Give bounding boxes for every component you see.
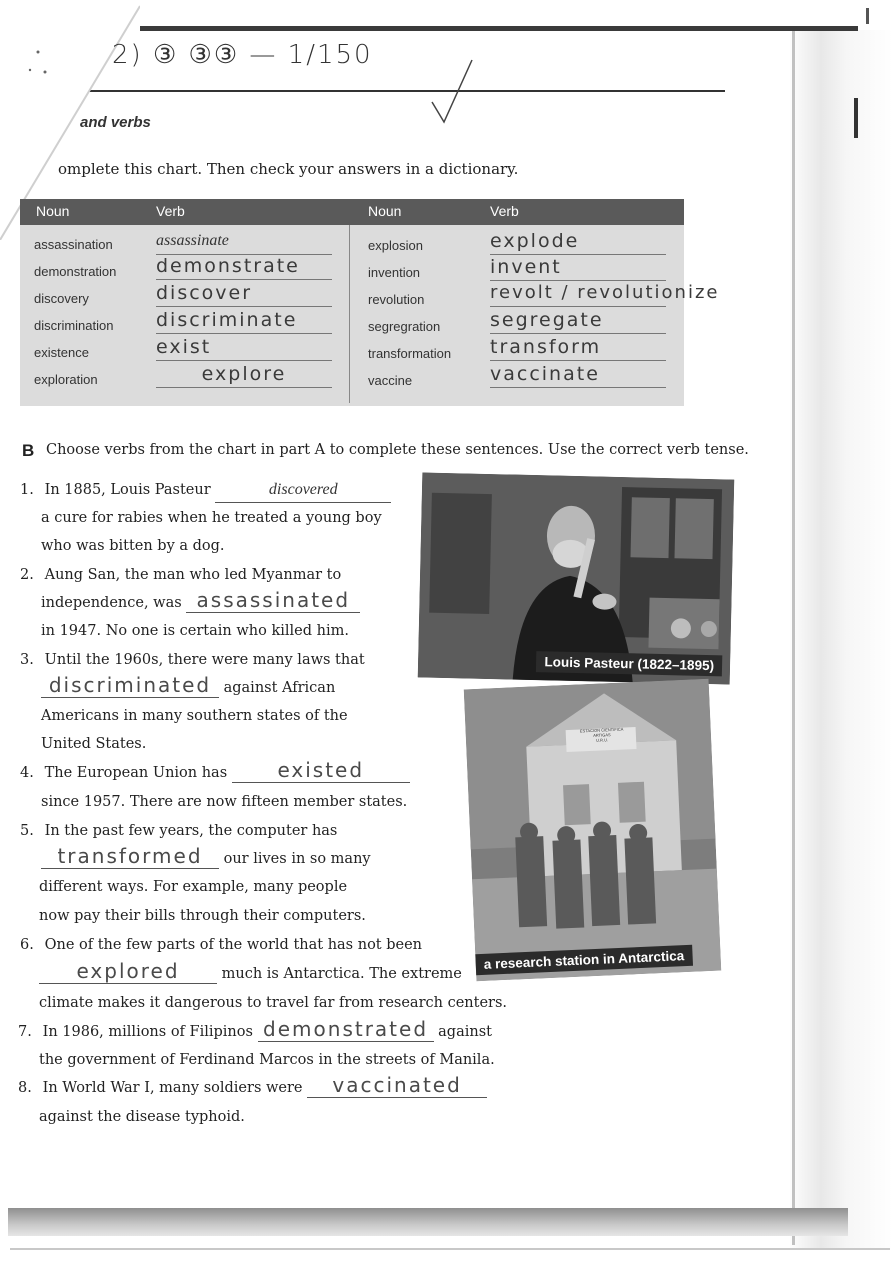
chart-noun: explosion — [368, 238, 423, 253]
exercise-item — [41, 589, 360, 617]
item-number: 2. — [20, 567, 34, 583]
sentence-text: who was bitten by a dog. — [41, 538, 225, 554]
instruction-text: omplete this chart. Then check your answers in a dictionary. — [58, 160, 519, 178]
item-number: 7. — [18, 1024, 32, 1040]
sentence-text: the government of Ferdinand Marcos in the streets of Manila. — [39, 1052, 495, 1068]
answer-blank: discovered — [215, 480, 391, 503]
exercise-item — [20, 561, 341, 589]
sentence-text: Aung San, the man who led Myanmar to — [44, 567, 342, 583]
sentence-text: Americans in many southern states of the — [41, 708, 348, 724]
exercise-item — [41, 845, 371, 873]
sentence-text: In 1885, Louis Pasteur — [44, 482, 211, 498]
column-header-noun: Noun — [36, 203, 70, 219]
answer-blank: explored — [39, 961, 217, 984]
top-border-line — [140, 26, 858, 31]
exercise-item — [18, 1074, 487, 1102]
sentence-text: different ways. For example, many people — [39, 879, 348, 895]
exercise-item — [20, 646, 365, 674]
sentence-text: a cure for rabies when he treated a young boy — [41, 510, 382, 526]
item-number: 6. — [20, 937, 34, 953]
photo-caption: a research station in Antarctica — [475, 945, 692, 975]
item-number: 3. — [20, 652, 34, 668]
chart-noun: transformation — [368, 346, 452, 361]
chart-verb-answer: revolt / revolutionize — [490, 282, 666, 307]
sentence-text: independence, was — [41, 595, 182, 611]
column-header-verb: Verb — [156, 203, 185, 219]
item-number: 5. — [20, 823, 34, 839]
exercise-item — [20, 759, 410, 787]
instruction-text: Choose verbs from the chart in part A to complete these sentences. Use the correct verb tense. — [46, 442, 749, 458]
chart-verb-answer: segregate — [490, 309, 666, 334]
checkmark-icon — [428, 56, 478, 126]
item-number: 4. — [20, 765, 34, 781]
chart-verb-answer: vaccinate — [490, 363, 666, 388]
antarctica-illustration — [464, 679, 722, 981]
item-number: 1. — [20, 482, 34, 498]
chart-verb-answer: discover — [156, 282, 332, 307]
chart-noun: assassination — [34, 237, 113, 252]
scan-mark — [854, 98, 858, 138]
exercise-item — [20, 931, 422, 959]
chart-noun: segregration — [368, 319, 441, 334]
chart-noun: discrimination — [34, 318, 114, 333]
chart-noun: exploration — [34, 372, 98, 387]
chart-verb-answer: assassinate — [156, 230, 332, 255]
answer-blank: assassinated — [186, 590, 360, 613]
chart-noun: demonstration — [34, 264, 117, 279]
answer-blank: demonstrated — [258, 1019, 434, 1042]
answer-blank: vaccinated — [307, 1075, 487, 1098]
sentence-text: against African — [223, 680, 336, 696]
column-header-noun: Noun — [368, 203, 402, 219]
exercise-item — [20, 817, 337, 845]
photo-louis-pasteur — [418, 472, 735, 684]
sentence-text: now pay their bills through their computers. — [39, 908, 366, 924]
sentence-text: since 1957. There are now fifteen member states. — [41, 794, 408, 810]
chart-noun: invention — [368, 265, 421, 280]
sentence-text: United States. — [41, 736, 147, 752]
sentence-text: In 1986, millions of Filipinos — [42, 1024, 253, 1040]
sentence-text: The European Union has — [44, 765, 228, 781]
chart-header — [20, 199, 684, 225]
page-gutter-shadow — [790, 30, 893, 1250]
exercise-item — [41, 674, 335, 702]
sentence-text: climate makes it dangerous to travel far from research centers. — [39, 995, 508, 1011]
chart-verb-answer: exist — [156, 336, 332, 361]
heading-rule — [75, 90, 725, 92]
chart-noun: revolution — [368, 292, 425, 307]
answer-blank: existed — [232, 760, 410, 783]
scan-edge-line — [10, 1248, 890, 1250]
section-heading: and verbs — [80, 114, 151, 131]
exercise-item — [20, 476, 391, 504]
part-label: B — [22, 441, 35, 460]
handwritten-scribble: 2) ③ ③③ — 1/150 — [112, 40, 373, 70]
photo-antarctica-station — [464, 679, 722, 981]
sentence-text: In the past few years, the computer has — [44, 823, 338, 839]
column-header-verb: Verb — [490, 203, 519, 219]
chart-noun: vaccine — [368, 373, 413, 388]
item-number: 8. — [18, 1080, 32, 1096]
chart-verb-answer: transform — [490, 336, 666, 361]
page-bottom-band — [8, 1208, 848, 1236]
station-sign: ESTACION CIENTIFICA ARTIGAS U.R.U. — [579, 726, 624, 743]
scan-mark — [866, 8, 869, 24]
chart-verb-answer: invent — [490, 256, 666, 281]
chart-noun: discovery — [34, 291, 89, 306]
chart-verb-answer: explore — [156, 363, 332, 388]
exercise-item — [39, 960, 462, 988]
photo-caption: Louis Pasteur (1822–1895) — [536, 651, 722, 676]
chart-noun: existence — [34, 345, 89, 360]
page-edge — [792, 30, 795, 1245]
answer-blank: discriminated — [41, 675, 219, 698]
exercise-item — [18, 1018, 492, 1046]
chart-verb-answer: explode — [490, 230, 666, 255]
sentence-text: One of the few parts of the world that has not been — [44, 937, 423, 953]
sentence-text: against — [438, 1024, 492, 1040]
chart-divider — [349, 225, 350, 403]
answer-blank: transformed — [41, 846, 219, 869]
sentence-text: In World War I, many soldiers were — [42, 1080, 303, 1096]
sentence-text: in 1947. No one is certain who killed him. — [41, 623, 349, 639]
sentence-text: much is Antarctica. The extreme — [221, 966, 462, 982]
sentence-text: against the disease typhoid. — [39, 1109, 245, 1125]
chart-verb-answer: discriminate — [156, 309, 332, 334]
sentence-text: our lives in so many — [223, 851, 371, 867]
sentence-text: Until the 1960s, there were many laws that — [44, 652, 365, 668]
chart-verb-answer: demonstrate — [156, 255, 332, 280]
noun-verb-chart — [20, 199, 720, 406]
